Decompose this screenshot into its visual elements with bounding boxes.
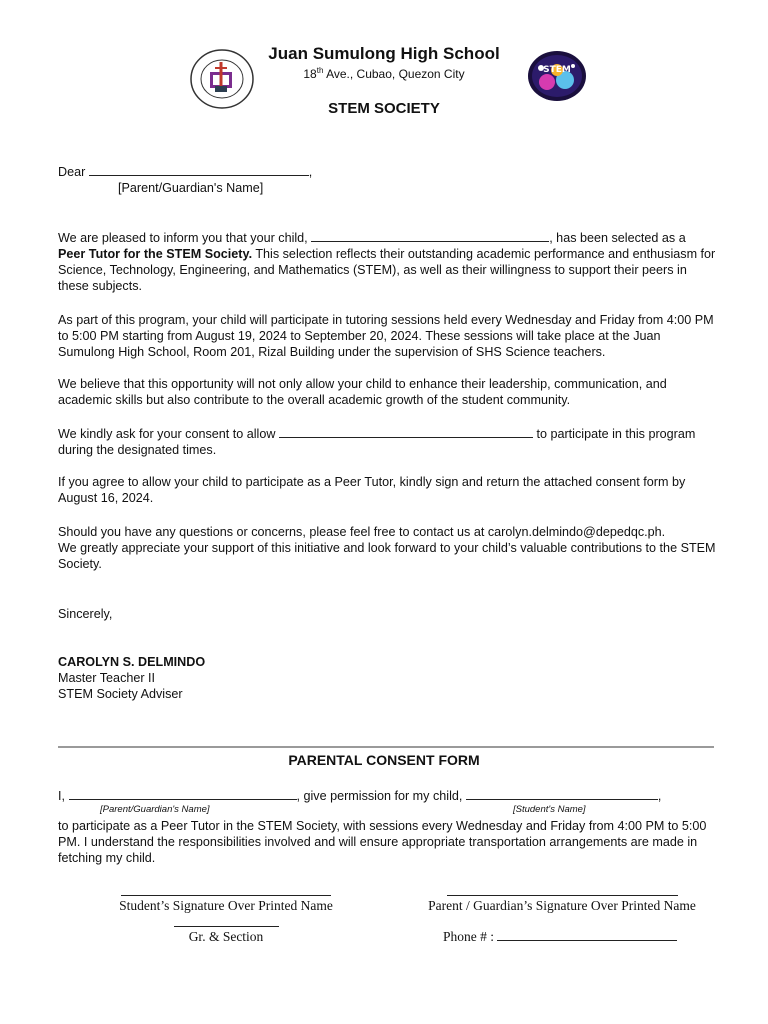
svg-text:STEM: STEM <box>543 65 571 75</box>
paragraph-selection: We are pleased to inform you that your child, , has been selected as a Peer Tutor for the STEM Society. This selection reflects their outstanding academic performance and enthusiasm for Science, Technology, Engineering, and Mathematics (STEM), as well as their willingness to support their peers in these subjects. <box>58 231 716 293</box>
phone-label: Phone # : <box>443 929 693 945</box>
school-name: Juan Sumulong High School <box>268 44 500 63</box>
society-title: STEM SOCIETY <box>328 100 440 117</box>
parent-signature-line[interactable] <box>447 895 678 896</box>
student-name-blank[interactable] <box>279 426 533 438</box>
consent-parent-name-blank[interactable] <box>69 788 297 800</box>
signer-role: STEM Society Adviser <box>58 687 183 701</box>
parent-signature-label: Parent / Guardian’s Signature Over Printed Name <box>428 898 696 913</box>
consent-permission-line: I, , give permission for my child, , <box>58 789 662 803</box>
section-divider <box>58 746 714 748</box>
consent-form-title: PARENTAL CONSENT FORM <box>288 752 480 768</box>
paragraph-opportunity: We believe that this opportunity will not only allow your child to enhance their leadership, communication, and academic skills but also contribute to the overall academic growth of the student community. <box>58 377 667 407</box>
student-signature-line[interactable] <box>121 895 331 896</box>
grade-section-line[interactable] <box>174 926 279 927</box>
parent-name-blank[interactable] <box>89 164 309 176</box>
paragraph-consent-request: We kindly ask for your consent to allow to participate in this program during the designated times. <box>58 427 696 457</box>
signer-title: Master Teacher II <box>58 671 156 685</box>
school-address: 18th Ave., Cubao, Quezon City <box>303 66 465 81</box>
phone-blank[interactable] <box>497 930 677 941</box>
consent-student-name-blank[interactable] <box>466 788 658 800</box>
closing: Sincerely, <box>58 607 113 621</box>
consent-body: to participate as a Peer Tutor in the STEM Society, with sessions every Wednesday and Friday from 4:00 PM to 5:00 PM. I understand the responsibilities involved and will ensure appropriate transportation arrangements are made in fetching my child. <box>58 819 707 865</box>
grade-section-label: Gr. & Section <box>188 929 264 944</box>
consent-student-label: [Student's Name] <box>513 804 586 815</box>
salutation: Dear , <box>58 165 313 179</box>
parent-name-label: [Parent/Guardian's Name] <box>118 181 264 195</box>
paragraph-contact: Should you have any questions or concerns, please feel free to contact us at carolyn.delmindo@depedqc.ph. We greatly appreciate your support of this initiative and look forward to your child’s valuable contributions to the STEM Society. <box>58 525 716 571</box>
paragraph-schedule: As part of this program, your child will participate in tutoring sessions held every Wednesday and Friday from 4:00 PM to 5:00 PM starting from August 19, 2024 to September 20, 2024. These sessions will take place at the Juan Sumulong High School, Room 201, Rizal Building under the supervision of SHS Science teachers. <box>58 313 714 359</box>
student-signature-label: Student’s Signature Over Printed Name <box>119 898 333 913</box>
child-name-blank[interactable] <box>311 230 549 242</box>
paragraph-return-form: If you agree to allow your child to participate as a Peer Tutor, kindly sign and return the attached consent form by August 16, 2024. <box>58 475 686 505</box>
signer-name: CAROLYN S. DELMINDO <box>58 655 206 669</box>
consent-parent-label: [Parent/Guardian's Name] <box>100 804 210 815</box>
